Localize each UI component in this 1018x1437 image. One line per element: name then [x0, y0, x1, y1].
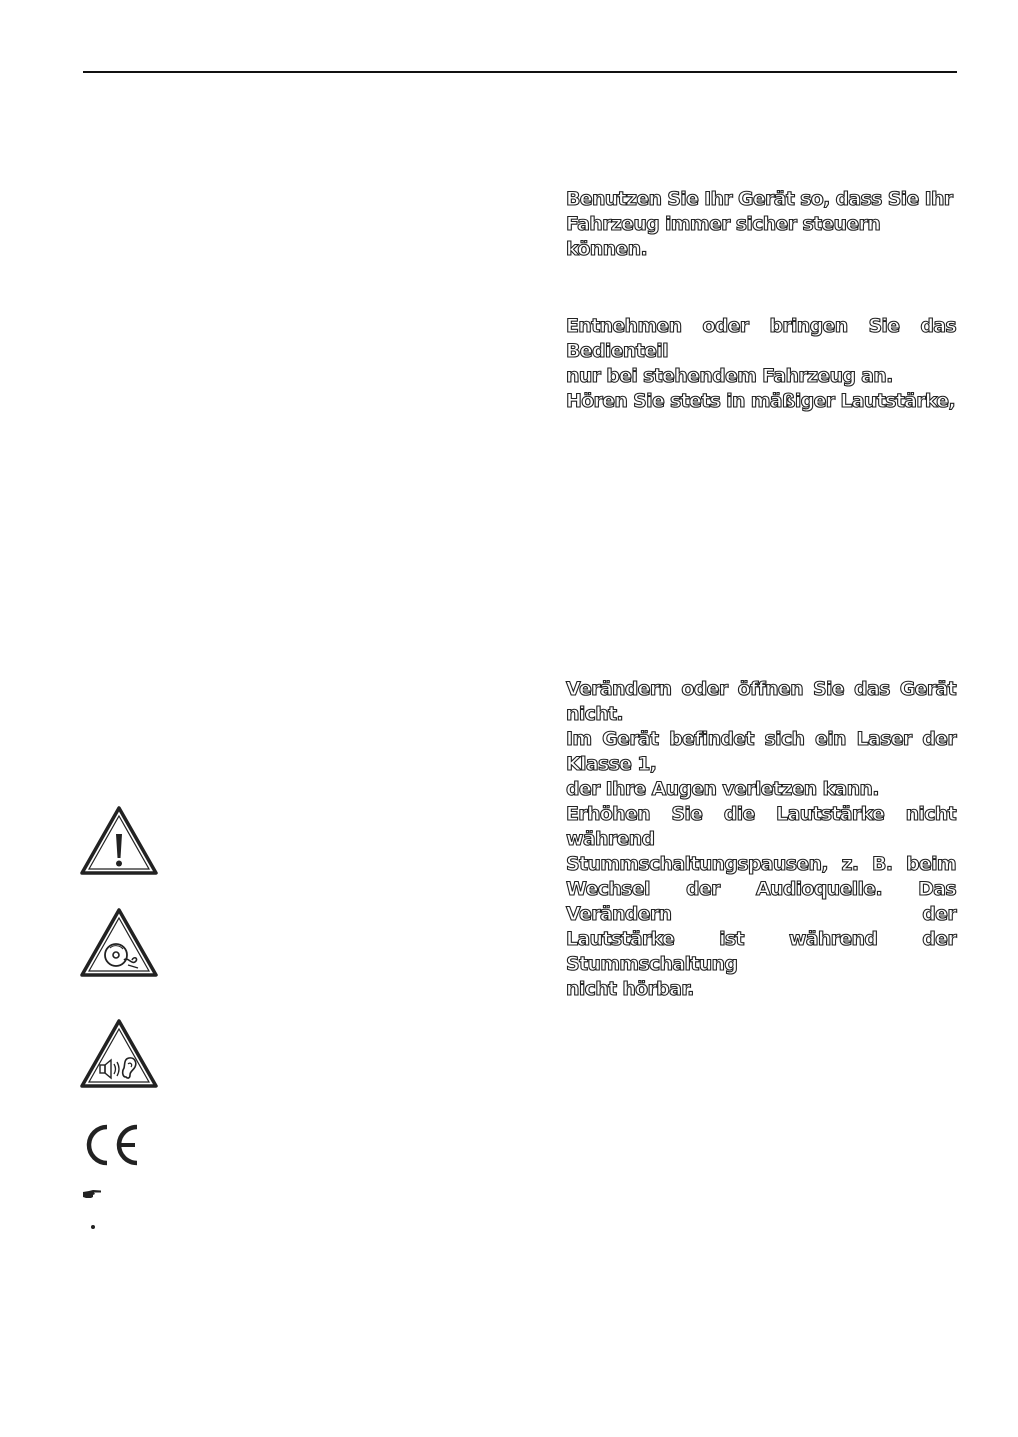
text-line: Erhöhen Sie die Lautstärke nicht während	[566, 803, 956, 850]
text-line: nur bei stehendem Fahrzeug an.	[566, 365, 893, 387]
paragraph-laser-volume	[566, 677, 956, 1002]
list-bullet	[91, 1225, 95, 1229]
text-line: Entnehmen oder bringen Sie das Bedienteil	[566, 315, 956, 362]
warning-triangle-icon	[80, 806, 158, 876]
header-rule	[83, 71, 957, 73]
hearing-warning-icon	[80, 1019, 158, 1089]
paragraph-safe-driving	[566, 187, 956, 262]
text-line: Hören Sie stets in mäßiger Lautstärke,	[566, 390, 956, 412]
text-line: Wechsel der Audioquelle. Das Verändern der	[566, 878, 956, 925]
paragraph-control-panel	[566, 314, 956, 414]
laser-disc-warning-icon	[80, 908, 158, 978]
text-line: Verändern oder öffnen Sie das Gerät nicht.	[566, 678, 956, 725]
pointing-hand-icon	[82, 1186, 102, 1205]
text-line: Stummschaltungspausen, z. B. beim	[566, 853, 956, 875]
text-line: nicht hörbar.	[566, 978, 694, 1000]
ce-mark-icon	[81, 1124, 143, 1166]
text-line: Lautstärke ist während der Stummschaltung	[566, 928, 956, 975]
text-line: Im Gerät befindet sich ein Laser der Klasse 1,	[566, 728, 956, 775]
text-line: der Ihre Augen verletzen kann.	[566, 778, 879, 800]
text-line: Fahrzeug immer sicher steuern können.	[566, 213, 881, 260]
text-line: Benutzen Sie Ihr Gerät so, dass Sie Ihr	[566, 188, 953, 210]
